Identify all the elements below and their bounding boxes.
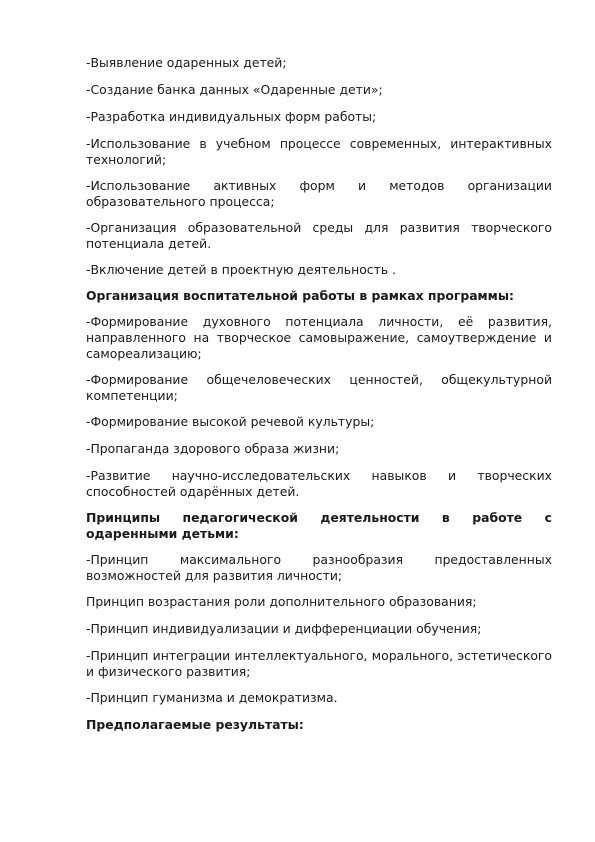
list-item: -Принцип индивидуализации и дифференциации обучения; — [86, 621, 482, 636]
list-item: -Использование в учебном процессе современных, интерактивных технологий; — [86, 136, 552, 167]
list-item: -Разработка индивидуальных форм работы; — [86, 109, 377, 124]
list-item: -Использование активных форм и методов организации образовательного процесса; — [86, 178, 552, 209]
list-item: -Принцип гуманизма и демократизма. — [86, 690, 338, 705]
list-item: -Принцип максимального разнообразия предоставленных возможностей для развития личности; — [86, 552, 552, 583]
list-item: -Организация образовательной среды для развития творческого потенциала детей. — [86, 220, 552, 251]
section-heading: Организация воспитательной работы в рамках программы: — [86, 288, 514, 303]
list-item: -Формирование духовного потенциала личности, её развития, направленного на творческое самовыражение, самоутверждение и самореализацию; — [86, 314, 552, 361]
list-item: -Принцип интеграции интеллектуального, морального, эстетического и физического развития; — [86, 648, 552, 679]
document-body — [86, 55, 552, 743]
list-item: -Развитие научно-исследовательских навыков и творческих способностей одарённых детей. — [86, 468, 552, 499]
list-item: -Формирование общечеловеческих ценностей, общекультурной компетенции; — [86, 372, 552, 403]
section-heading: Принципы педагогической деятельности в работе с одаренными детьми: — [86, 510, 552, 541]
list-item: -Включение детей в проектную деятельность . — [86, 262, 397, 277]
list-item: -Создание банка данных «Одаренные дети»; — [86, 82, 383, 97]
list-item: -Выявление одаренных детей; — [86, 55, 287, 70]
list-item: -Формирование высокой речевой культуры; — [86, 414, 375, 429]
list-item: Принцип возрастания роли дополнительного образования; — [86, 594, 477, 609]
section-heading: Предполагаемые результаты: — [86, 717, 304, 732]
list-item: -Пропаганда здорового образа жизни; — [86, 441, 340, 456]
